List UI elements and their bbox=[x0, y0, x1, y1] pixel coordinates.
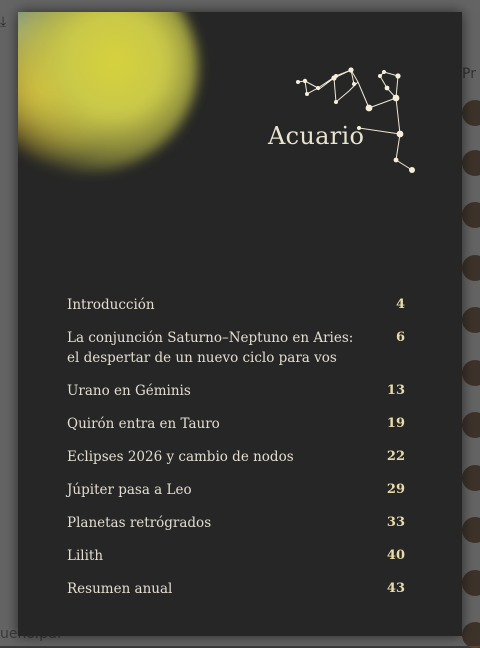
toc-entry[interactable] bbox=[67, 414, 405, 434]
toc-entry-label: Planetas retrógrados bbox=[67, 515, 212, 531]
toc-entry-page: 22 bbox=[386, 449, 405, 464]
zodiac-sign-title: Acuario bbox=[268, 122, 365, 150]
toc-entry[interactable] bbox=[67, 480, 405, 500]
decorative-gradient-blob bbox=[18, 12, 198, 172]
toc-entry-page: 40 bbox=[386, 548, 405, 563]
toc-entry-page: 4 bbox=[395, 297, 405, 312]
toc-entry-page: 33 bbox=[386, 515, 405, 530]
toc-entry-label: La conjunción Saturno–Neptuno en Aries: el despertar de un nuevo ciclo para vos bbox=[67, 330, 354, 366]
toc-entry-label: Eclipses 2026 y cambio de nodos bbox=[67, 449, 294, 465]
toc-entry-page: 29 bbox=[386, 482, 405, 497]
toc-entry-page: 6 bbox=[395, 330, 405, 345]
toc-entry-label: Lilith bbox=[67, 548, 104, 564]
toc-entry-label: Urano en Géminis bbox=[67, 383, 191, 399]
toc-entry-label: Introducción bbox=[67, 297, 155, 313]
document-page bbox=[18, 12, 462, 636]
toc-entry-page: 43 bbox=[386, 581, 405, 596]
toc-entry[interactable] bbox=[67, 381, 405, 401]
toc-entry[interactable] bbox=[67, 579, 405, 599]
toc-entry[interactable] bbox=[67, 513, 405, 533]
toc-entry[interactable] bbox=[67, 295, 405, 315]
toc-entry-label: Resumen anual bbox=[67, 581, 173, 597]
toc-entry-label: Quirón entra en Tauro bbox=[67, 416, 220, 432]
toc-entry[interactable] bbox=[67, 546, 405, 566]
toc-entry[interactable] bbox=[67, 447, 405, 467]
toc-entry-label: Júpiter pasa a Leo bbox=[67, 482, 192, 498]
toc-entry[interactable] bbox=[67, 328, 405, 368]
table-of-contents bbox=[67, 295, 405, 599]
toc-entry-page: 19 bbox=[386, 416, 405, 431]
toc-entry-page: 13 bbox=[386, 383, 405, 398]
aquarius-constellation-icon bbox=[288, 48, 428, 178]
